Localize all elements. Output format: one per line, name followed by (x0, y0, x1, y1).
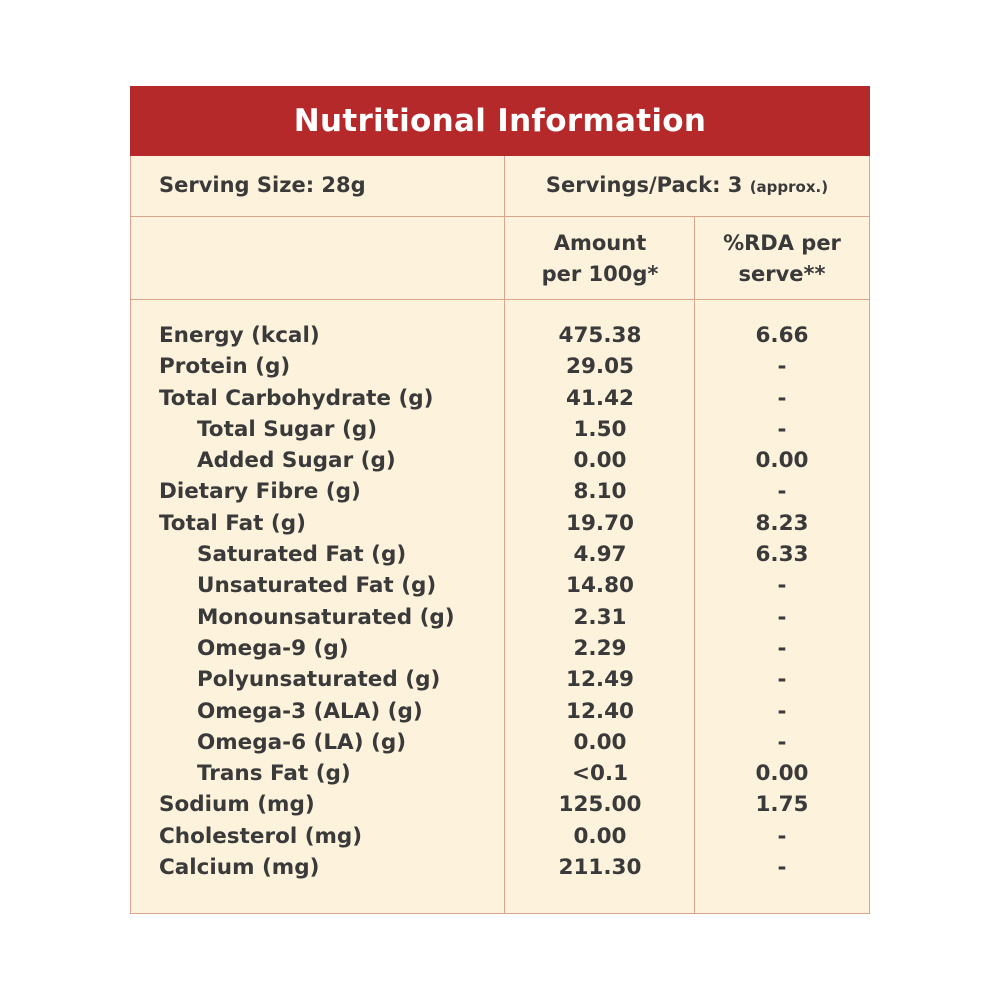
rda-value: - (777, 479, 787, 505)
nutrition-panel (130, 86, 870, 914)
amount-value: 2.31 (573, 604, 627, 630)
amount-value: 2.29 (573, 635, 627, 661)
servings-approx-note: (approx.) (749, 178, 829, 196)
nutrient-name: Added Sugar (g) (197, 448, 396, 474)
rda-value: 6.33 (755, 542, 809, 568)
rda-value: - (777, 635, 787, 661)
table-row (131, 479, 869, 510)
nutrient-name: Monounsaturated (g) (197, 604, 455, 630)
amount-header-line1: Amount (553, 231, 647, 255)
table-row (131, 386, 869, 417)
table-row (131, 542, 869, 573)
nutrient-name: Total Sugar (g) (197, 416, 378, 442)
table-row (131, 761, 869, 792)
table-row (131, 573, 869, 604)
rda-value: 0.00 (755, 448, 809, 474)
rda-value: - (777, 823, 787, 849)
amount-value: 12.49 (565, 667, 634, 693)
table-row (131, 667, 869, 698)
amount-value: 1.50 (573, 416, 627, 442)
table-row (131, 323, 869, 354)
rda-value: - (777, 729, 787, 755)
amount-value: 0.00 (573, 823, 627, 849)
nutrient-name: Total Fat (g) (159, 510, 306, 536)
amount-value: 14.80 (565, 573, 634, 599)
table-row (131, 448, 869, 479)
nutrient-name: Calcium (mg) (159, 855, 320, 881)
rda-value: 6.66 (755, 323, 809, 348)
nutrient-name: Trans Fat (g) (197, 761, 351, 787)
rda-value: - (777, 385, 787, 411)
amount-value: 211.30 (558, 855, 642, 881)
amount-value: 12.40 (565, 698, 634, 724)
nutrient-name: Omega-6 (LA) (g) (197, 729, 407, 755)
rda-value: - (777, 573, 787, 599)
nutrient-name: Saturated Fat (g) (197, 542, 407, 568)
nutrient-name: Unsaturated Fat (g) (197, 573, 437, 599)
amount-header-line2: per 100g* (541, 262, 659, 286)
nutrient-name: Polyunsaturated (g) (197, 667, 441, 693)
divider (131, 216, 869, 217)
rda-value: 8.23 (755, 510, 809, 536)
nutrient-name: Total Carbohydrate (g) (159, 385, 434, 411)
table-row (131, 824, 869, 855)
table-row (131, 511, 869, 542)
rda-value: - (777, 604, 787, 630)
table-row (131, 699, 869, 730)
nutrient-table (131, 323, 869, 886)
amount-value: 41.42 (565, 385, 634, 411)
table-row (131, 792, 869, 823)
amount-value: 125.00 (558, 792, 642, 818)
table-row (131, 354, 869, 385)
table-row (131, 605, 869, 636)
rda-value: 1.75 (755, 792, 809, 818)
nutrient-name: Omega-3 (ALA) (g) (197, 698, 423, 724)
rda-header-line1: %RDA per (723, 231, 841, 255)
nutrient-name: Sodium (mg) (159, 792, 315, 818)
rda-value: - (777, 855, 787, 881)
table-row (131, 730, 869, 761)
servings-per-pack-value: Servings/Pack: 3 (545, 173, 743, 197)
rda-header-line2: serve** (738, 262, 826, 286)
panel-title: Nutritional Information (130, 86, 870, 156)
amount-value: <0.1 (571, 761, 629, 787)
table-row (131, 417, 869, 448)
rda-value: - (777, 698, 787, 724)
amount-value: 475.38 (558, 323, 642, 348)
table-row (131, 855, 869, 886)
amount-value: 19.70 (565, 510, 634, 536)
amount-value: 8.10 (573, 479, 627, 505)
amount-column-header (505, 228, 695, 290)
amount-value: 4.97 (573, 542, 627, 568)
divider (131, 299, 869, 300)
table-row (131, 636, 869, 667)
rda-value: - (777, 416, 787, 442)
nutrient-name: Protein (g) (159, 354, 291, 380)
nutrient-name: Dietary Fibre (g) (159, 479, 361, 505)
servings-per-pack (505, 173, 869, 197)
rda-value: - (777, 667, 787, 693)
nutrient-name: Omega-9 (g) (197, 635, 349, 661)
nutrient-name: Energy (kcal) (159, 323, 320, 348)
rda-value: - (777, 354, 787, 380)
amount-value: 0.00 (573, 729, 627, 755)
amount-value: 29.05 (565, 354, 634, 380)
rda-value: 0.00 (755, 761, 809, 787)
serving-size: Serving Size: 28g (159, 173, 366, 197)
amount-value: 0.00 (573, 448, 627, 474)
nutrient-name: Cholesterol (mg) (159, 823, 363, 849)
rda-column-header (695, 228, 869, 290)
